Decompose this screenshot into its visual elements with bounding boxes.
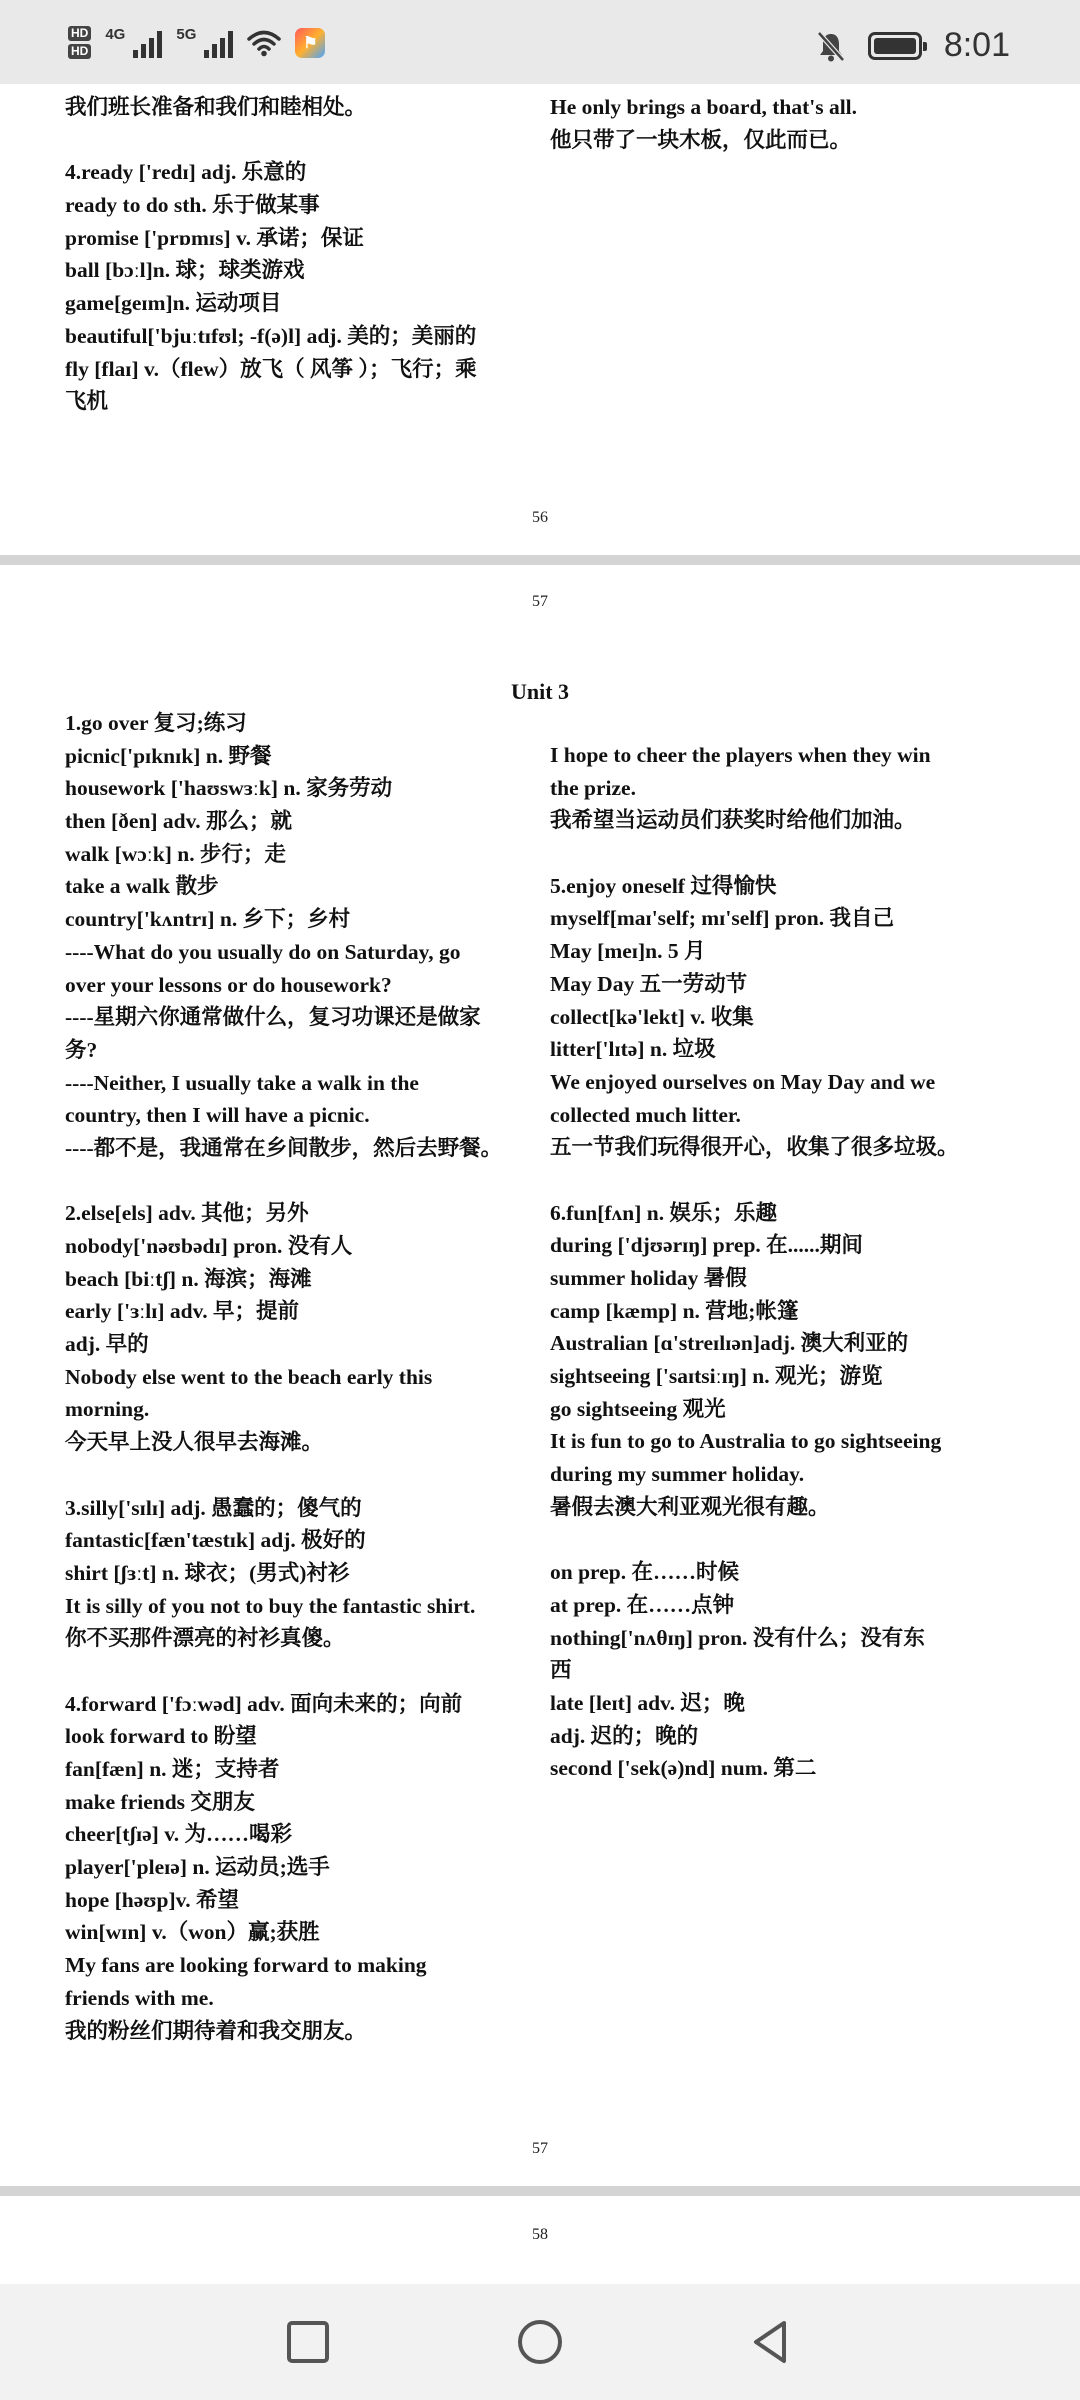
status-bar-left [68, 26, 325, 59]
page-56-right-column [550, 91, 857, 156]
text-line: We enjoyed ourselves on May Day and we [550, 1069, 936, 1094]
wifi-icon [247, 29, 281, 57]
text-line: adj. 迟的；晚的 [550, 1723, 699, 1748]
text-line: win[wɪn] v.（won）赢;获胜 [65, 1920, 320, 1945]
text-line: cheer[tʃɪə] v. 为……喝彩 [65, 1822, 293, 1847]
text-line: 5.enjoy oneself 过得愉快 [550, 873, 777, 898]
text-line: 3.silly['sɪlɪ] adj. 愚蠢的；傻气的 [65, 1495, 362, 1520]
hd-badge: HD [68, 26, 91, 41]
page-separator [0, 2186, 1080, 2196]
page-56 [0, 84, 1080, 555]
text-line: collect[kə'lekt] v. 收集 [550, 1004, 754, 1029]
text-line: housework ['haʊswɜːk] n. 家务劳动 [65, 776, 393, 801]
text-line: 4.ready ['redɪ] adj. 乐意的 [65, 160, 307, 185]
page-number-top: 58 [532, 2226, 548, 2243]
text-line: 我希望当运动员们获奖时给他们加油。 [550, 808, 916, 833]
text-line: 今天早上没人很早去海滩。 [65, 1430, 324, 1455]
page-57-left-column [65, 707, 502, 2047]
text-line: second ['sek(ə)nd] num. 第二 [550, 1756, 817, 1781]
text-line: 飞机 [65, 389, 109, 414]
back-button[interactable] [746, 2318, 794, 2366]
page-number: 56 [532, 509, 548, 526]
text-line: litter['lɪtə] n. 垃圾 [550, 1037, 716, 1062]
text-line: hope [həʊp]v. 希望 [65, 1887, 239, 1912]
text-line: country['kʌntrɪ] n. 乡下；乡村 [65, 907, 351, 932]
text-line: fly [flaɪ] v.（flew）放飞（ 风筝 ）；飞行；乘 [65, 356, 477, 381]
text-line: 西 [550, 1658, 572, 1683]
bell-muted-icon [816, 30, 846, 62]
blank-line [65, 1655, 502, 1688]
unit-title: Unit 3 [510, 679, 570, 704]
text-line: May Day 五一劳动节 [550, 971, 748, 996]
text-line: My fans are looking forward to making [65, 1953, 427, 1978]
text-line: friends with me. [65, 1985, 214, 2010]
text-line: ball [bɔːl]n. 球；球类游戏 [65, 258, 305, 283]
text-line: fan[fæn] n. 迷；支持者 [65, 1757, 280, 1781]
page-57 [0, 565, 1080, 2186]
text-line: 暑假去澳大利亚观光很有趣。 [550, 1494, 830, 1519]
text-line: during my summer holiday. [550, 1462, 805, 1487]
text-line: beach [biːtʃ] n. 海滨；海滩 [65, 1266, 312, 1291]
signal-icon [133, 28, 162, 58]
text-line: during ['djʊərɪŋ] prep. 在......期间 [550, 1233, 863, 1258]
text-line: 1.go over 复习;练习 [65, 711, 247, 735]
text-line: beautiful['bjuːtɪfʊl; -f(ə)l] adj. 美的；美丽的 [65, 323, 477, 348]
text-line: ----What do you usually do on Saturday, go [65, 939, 461, 964]
network-type-label: 4G [105, 26, 126, 43]
text-line: I hope to cheer the players when they win [550, 743, 931, 767]
text-line: on prep. 在……时候 [550, 1560, 739, 1585]
text-line: go sightseeing 观光 [550, 1396, 726, 1421]
text-line: late [leɪt] adv. 迟；晚 [550, 1690, 745, 1715]
navigation-bar [0, 2284, 1080, 2400]
text-line: then [ðen] adv. 那么；就 [65, 809, 292, 834]
text-line: Australian [ɑ'streɪlɪən]adj. 澳大利亚的 [550, 1331, 909, 1356]
text-line: promise ['prɒmɪs] v. 承诺；保证 [65, 225, 364, 250]
text-line: at prep. 在……点钟 [550, 1592, 735, 1617]
hd-badge: HD [68, 44, 91, 59]
text-line: ready to do sth. 乐于做某事 [65, 193, 320, 218]
app-notification-icon: ⚑ [295, 28, 325, 58]
text-line: He only brings a board, that's all. [550, 95, 858, 119]
page-separator [0, 555, 1080, 565]
text-line: collected much litter. [550, 1102, 741, 1127]
text-line: 6.fun[fʌn] n. 娱乐；乐趣 [550, 1200, 777, 1225]
text-line: shirt [ʃɜːt] n. 球衣；(男式)衬衫 [65, 1560, 350, 1585]
text-line: ----都不是，我通常在乡间散步，然后去野餐。 [65, 1135, 503, 1160]
text-line: 我的粉丝们期待着和我交朋友。 [65, 2018, 367, 2043]
page-58 [0, 2196, 1080, 2284]
text-line: walk [wɔːk] n. 步行；走 [65, 841, 286, 866]
text-line: 他只带了一块木板，仅此而已。 [550, 127, 852, 152]
hd-indicators [68, 26, 91, 59]
recent-apps-button[interactable] [284, 2318, 332, 2366]
text-line: 务? [65, 1037, 98, 1062]
page-number: 57 [532, 2140, 548, 2157]
text-line: take a walk 散步 [65, 874, 219, 899]
text-line: fantastic[fæn'tæstɪk] adj. 极好的 [65, 1528, 366, 1553]
text-line: look forward to 盼望 [65, 1724, 257, 1749]
text-line: ----星期六你通常做什么，复习功课还是做家 [65, 1005, 481, 1030]
blank-line [550, 1164, 959, 1197]
text-line: over your lessons or do housework? [65, 972, 392, 997]
text-line: adj. 早的 [65, 1332, 149, 1357]
page-57-right-column [550, 739, 959, 1785]
text-line: myself[maɪ'self; mɪ'self] pron. 我自己 [550, 906, 894, 931]
text-line: 2.else[els] adv. 其他；另外 [65, 1201, 309, 1226]
blank-line [550, 1524, 959, 1557]
text-line: ----Neither, I usually take a walk in the [65, 1070, 419, 1095]
page-number-top: 57 [532, 593, 548, 610]
text-line: nobody['nəʊbədɪ] pron. 没有人 [65, 1234, 353, 1258]
text-line: summer holiday 暑假 [550, 1266, 747, 1290]
text-line: the prize. [550, 775, 636, 800]
text-line: early ['ɜːlɪ] adv. 早；提前 [65, 1299, 299, 1324]
status-bar [0, 0, 1080, 84]
text-line: 4.forward ['fɔːwəd] adv. 面向未来的；向前 [65, 1691, 463, 1716]
text-line: 你不买那件漂亮的衬衫真傻。 [65, 1626, 345, 1651]
text-line: morning. [65, 1397, 150, 1422]
text-line: May [meɪ]n. 5 月 [550, 939, 706, 964]
home-button[interactable] [516, 2318, 564, 2366]
network-type-label: 5G [176, 26, 197, 43]
blank-line [65, 1165, 502, 1198]
blank-line [65, 1459, 502, 1492]
signal-icon [204, 28, 233, 58]
page-56-left-column [65, 91, 477, 418]
battery-icon [868, 32, 922, 60]
status-bar-right [816, 26, 1010, 65]
text-line: picnic['pɪknɪk] n. 野餐 [65, 743, 272, 768]
text-line: make friends 交朋友 [65, 1789, 255, 1814]
text-line: 我们班长准备和我们和睦相处。 [65, 95, 367, 119]
blank-line [65, 124, 477, 157]
text-line: player['pleɪə] n. 运动员;选手 [65, 1855, 330, 1880]
blank-line [550, 837, 959, 870]
text-line: sightseeing ['saɪtsiːɪŋ] n. 观光；游览 [550, 1364, 883, 1389]
text-line: country, then I will have a picnic. [65, 1103, 370, 1128]
text-line: It is fun to go to Australia to go sightseeing [550, 1429, 942, 1454]
text-line: It is silly of you not to buy the fantastic shirt. [65, 1593, 476, 1618]
text-line: 五一节我们玩得很开心，收集了很多垃圾。 [550, 1135, 959, 1160]
text-line: game[geɪm]n. 运动项目 [65, 291, 282, 316]
text-line: camp [kæmp] n. 营地;帐篷 [550, 1298, 799, 1323]
text-line: nothing['nʌθɪŋ] pron. 没有什么；没有东 [550, 1625, 925, 1650]
clock: 8:01 [943, 26, 1010, 64]
text-line: Nobody else went to the beach early this [65, 1364, 433, 1389]
